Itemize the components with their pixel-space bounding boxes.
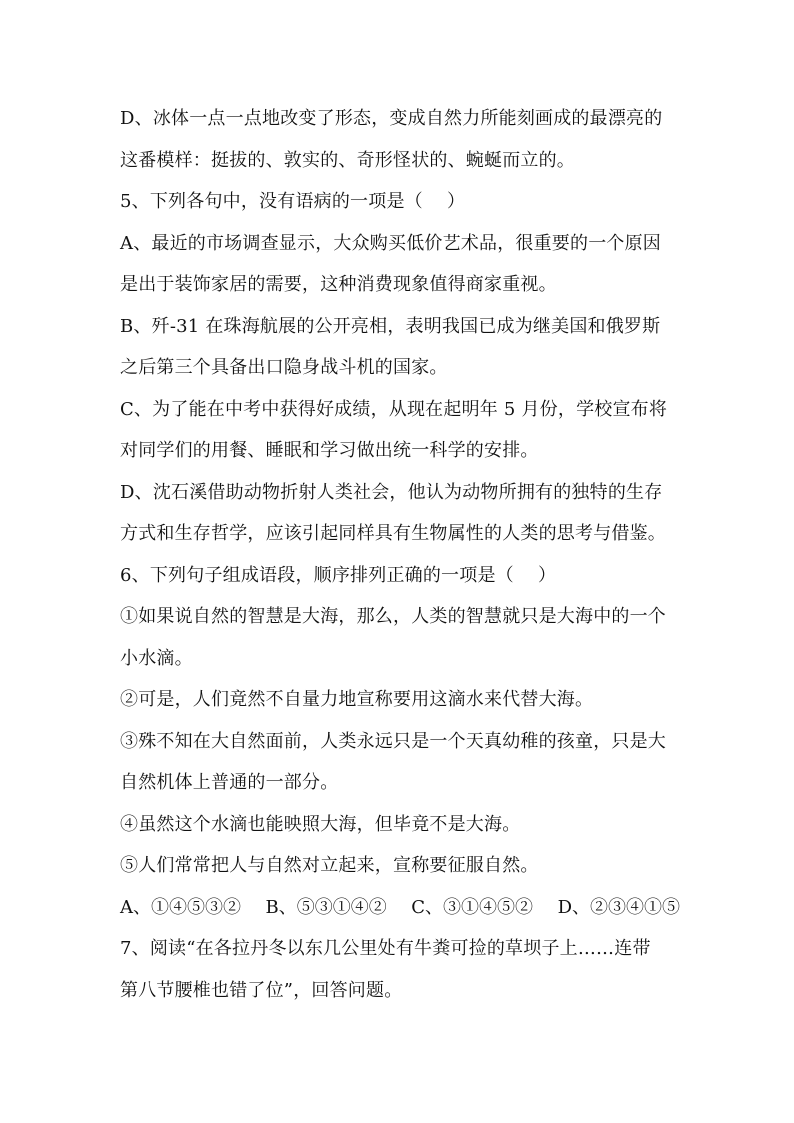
text-line: A、最近的市场调查显示，大众购买低价艺术品，很重要的一个原因: [120, 232, 661, 254]
text-line: ②可是，人们竟然不自量力地宣称要用这滴水来代替大海。: [120, 689, 594, 710]
text-line: 自然机体上普通的一部分。: [120, 772, 339, 793]
option-a: A、①④⑤③②: [120, 896, 241, 918]
text-line: 小水滴。: [120, 647, 193, 669]
option-b: B、⑤③①④②: [265, 896, 387, 918]
text-line: 第八节腰椎也错了位”，回答问题。: [120, 979, 403, 1001]
text-line: C、为了能在中考中获得好成绩，从现在起明年 5 月份，学校宣布将: [120, 398, 668, 420]
question-6-stem: 6、下列句子组成语段，顺序排列正确的一项是（ ）: [120, 564, 557, 586]
text-line: 是出于装饰家居的需要，这种消费现象值得商家重视。: [120, 274, 557, 295]
option-c: C、③①④⑤②: [411, 896, 534, 918]
question-6-options: [120, 887, 680, 929]
option-d: D、②③④①⑤: [557, 896, 680, 918]
text-line: 这番模样：挺拔的、敦实的、奇形怪状的、蜿蜒而立的。: [120, 149, 575, 171]
text-line: B、歼-31 在珠海航展的公开亮相，表明我国已成为继美国和俄罗斯: [120, 315, 661, 337]
text-line: D、冰体一点一点地改变了形态，变成自然力所能刻画成的最漂亮的: [120, 108, 663, 129]
question-5-stem: 5、下列各句中，没有语病的一项是（ ）: [120, 191, 466, 212]
text-line: ⑤人们常常把人与自然对立起来，宣称要征服自然。: [120, 855, 539, 876]
text-line: ①如果说自然的智慧是大海，那么，人类的智慧就只是大海中的一个: [120, 606, 666, 627]
text-line: ③殊不知在大自然面前，人类永远只是一个天真幼稚的孩童，只是大: [120, 730, 666, 752]
text-line: 对同学们的用餐、睡眠和学习做出统一科学的安排。: [120, 440, 539, 461]
text-line: ④虽然这个水滴也能映照大海，但毕竟不是大海。: [120, 813, 521, 835]
text-line: 方式和生存哲学，应该引起同样具有生物属性的人类的思考与借鉴。: [120, 523, 666, 544]
question-7-stem: 7、阅读“在各拉丹冬以东几公里处有牛粪可捡的草坝子上……连带: [120, 938, 651, 959]
text-line: 之后第三个具备出口隐身战斗机的国家。: [120, 357, 448, 378]
document-body: [120, 98, 680, 1011]
text-line: D、沈石溪借助动物折射人类社会，他认为动物所拥有的独特的生存: [120, 481, 663, 503]
